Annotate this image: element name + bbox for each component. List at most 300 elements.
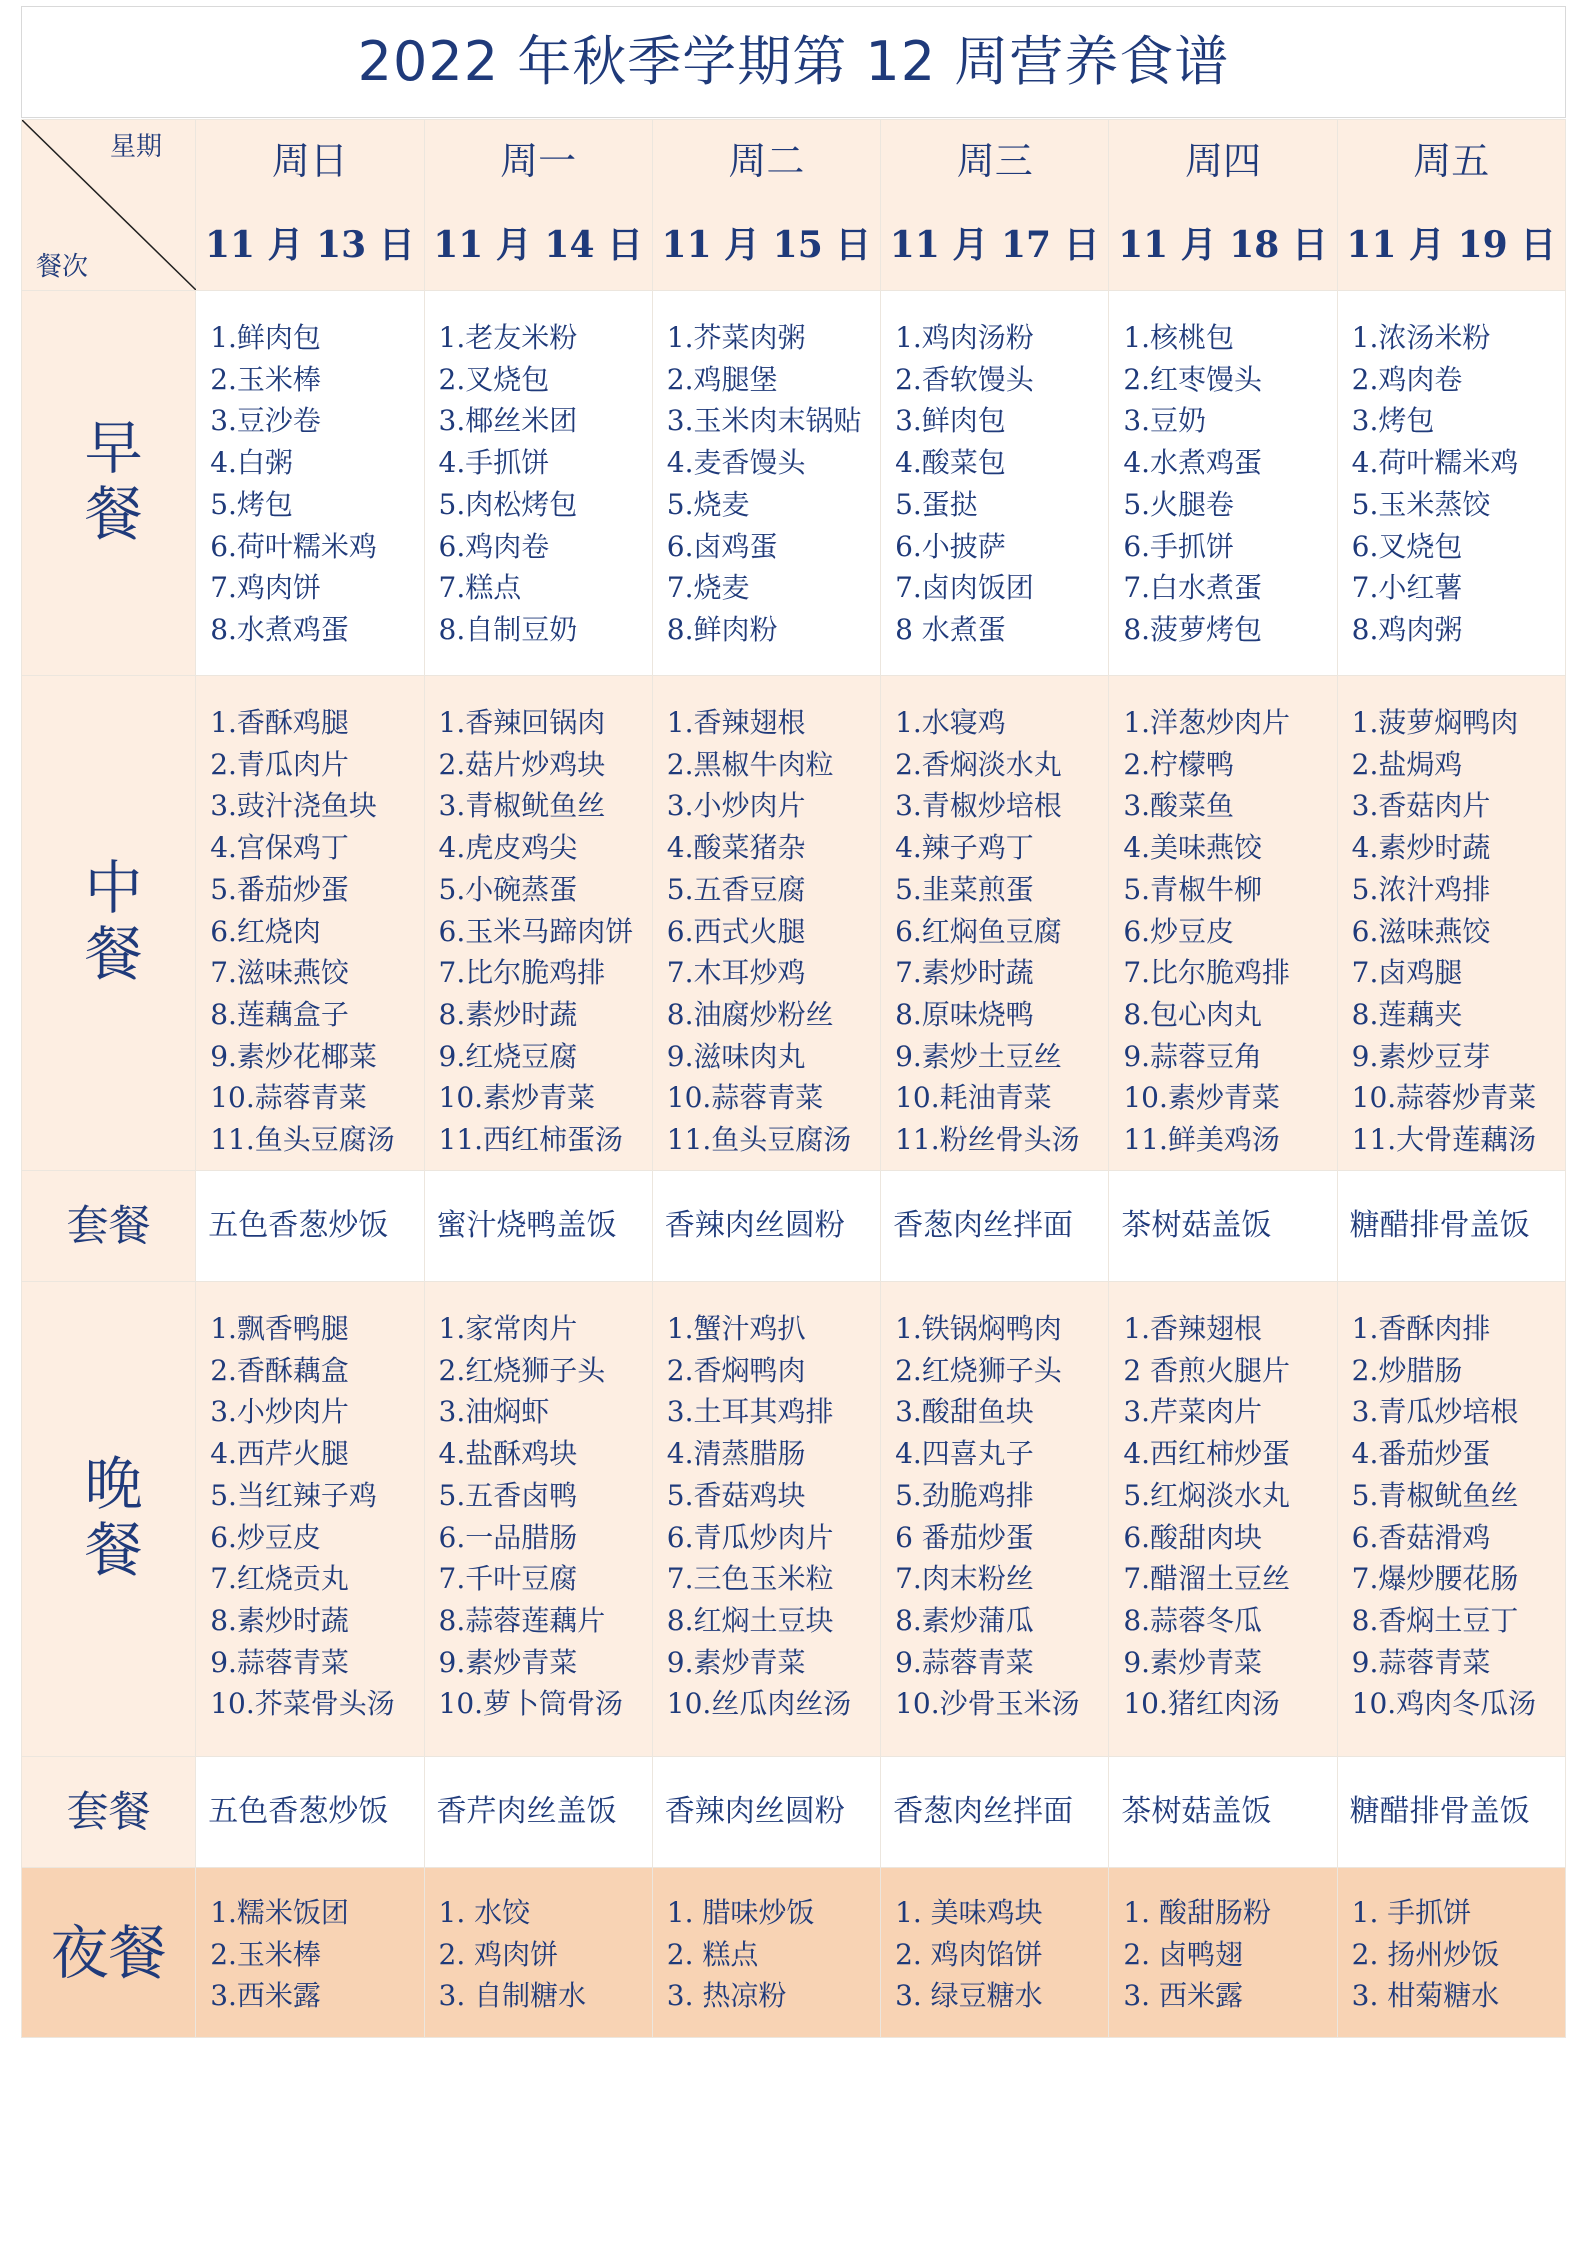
dish-item: 6.青瓜炒肉片 — [666, 1520, 834, 1554]
dish-item: 1.糯米饭团 — [210, 1896, 349, 1929]
lunch-cell-3 — [881, 676, 1109, 1171]
dish-item: 1.菠萝焖鸭肉 — [1351, 706, 1519, 739]
dish-item: 2. 卤鸭翅 — [1123, 1937, 1243, 1971]
dish-item: 3. 自制糖水 — [438, 1979, 587, 2013]
dish-item: 6.炒豆皮 — [1123, 914, 1235, 948]
dish-item: 5.青椒鱿鱼丝 — [1351, 1478, 1519, 1512]
dish-item: 3.青瓜炒培根 — [1351, 1395, 1519, 1429]
dish-item: 3.酸甜鱼块 — [895, 1395, 1034, 1429]
dish-list — [881, 676, 1108, 1161]
dish-item: 2.柠檬鸭 — [1123, 747, 1235, 781]
dish-item: 5.红焖淡水丸 — [1123, 1478, 1291, 1512]
dish-item: 1.蟹汁鸡扒 — [666, 1312, 806, 1345]
dish-item: 6.红烧肉 — [210, 914, 321, 948]
dish-item: 3.青椒鱿鱼丝 — [438, 789, 606, 823]
dish-item: 7.肉末粉丝 — [895, 1562, 1034, 1596]
corner-cell — [22, 120, 196, 291]
dish-item: 2 香煎火腿片 — [1123, 1353, 1291, 1387]
dish-item: 8.油腐炒粉丝 — [666, 997, 834, 1031]
dish-item: 1.鸡肉汤粉 — [895, 321, 1034, 354]
dish-item: 3.西米露 — [210, 1979, 321, 2013]
dish-item: 10.蒜蓉炒青菜 — [1351, 1081, 1537, 1115]
dish-item: 11.鲜美鸡汤 — [1123, 1123, 1280, 1157]
dish-item: 2.鸡腿堡 — [666, 362, 778, 396]
dish-item: 10.丝瓜肉丝汤 — [666, 1687, 852, 1721]
set-meal-item: 香辣肉丝圆粉 — [664, 1794, 845, 1829]
dish-list — [425, 1868, 652, 2017]
set_dinner-cell-5 — [1337, 1757, 1565, 1868]
dish-item: 8.莲藕盒子 — [210, 997, 349, 1031]
dish-item: 3.青椒炒培根 — [895, 789, 1062, 823]
dish-item: 1.水寝鸡 — [895, 706, 1006, 739]
dish-item: 1.鲜肉包 — [210, 321, 321, 354]
dinner-row — [22, 1282, 1566, 1757]
dish-item: 6.一品腊肠 — [438, 1520, 578, 1554]
dish-item: 2. 扬州炒饭 — [1351, 1937, 1500, 1971]
dish-item: 8.原味烧鸭 — [895, 997, 1034, 1031]
set_lunch-cell-2 — [652, 1171, 880, 1282]
dish-item: 6.叉烧包 — [1351, 529, 1463, 563]
dish-item: 4.素炒时蔬 — [1351, 831, 1491, 865]
dish-item: 2.炒腊肠 — [1351, 1353, 1463, 1387]
dish-item: 7.醋溜土豆丝 — [1123, 1562, 1291, 1596]
set_dinner-cell-2 — [652, 1757, 880, 1868]
dish-item: 7.小红薯 — [1351, 571, 1463, 605]
dinner-cell-5 — [1337, 1282, 1565, 1757]
dish-item: 4.美味燕饺 — [1123, 831, 1263, 865]
dish-item: 3.椰丝米团 — [438, 404, 578, 438]
dish-item: 2.红烧狮子头 — [438, 1353, 606, 1387]
menu-table — [21, 119, 1566, 2038]
title-box — [21, 6, 1566, 118]
set_dinner-label: 套餐 — [66, 1787, 151, 1836]
dish-item: 6.小披萨 — [895, 529, 1006, 563]
dish-item: 3. 绿豆糖水 — [895, 1979, 1043, 2013]
dish-item: 10.沙骨玉米汤 — [895, 1687, 1080, 1721]
dish-item: 5.劲脆鸡排 — [895, 1478, 1034, 1512]
lunch-cell-2 — [652, 676, 880, 1171]
dish-item: 9.红烧豆腐 — [438, 1039, 578, 1073]
dish-item: 4.西红柿炒蛋 — [1123, 1437, 1291, 1471]
dish-item: 9.素炒青菜 — [1123, 1645, 1263, 1679]
dish-item: 6 番茄炒蛋 — [895, 1520, 1034, 1554]
dish-list — [653, 1868, 880, 2017]
set-meal-item: 香芹肉丝盖饭 — [436, 1794, 617, 1829]
dish-list — [196, 1282, 423, 1725]
dish-item: 2.玉米棒 — [210, 1937, 321, 1971]
dish-item: 1.香辣翅根 — [1123, 1312, 1263, 1345]
breakfast-cell-1 — [424, 291, 652, 676]
day-date: 11 月 18 日 — [1118, 224, 1328, 266]
dish-item: 8 水煮蛋 — [895, 612, 1006, 646]
dish-item: 2.叉烧包 — [438, 362, 550, 396]
dish-item: 5.烧麦 — [666, 487, 750, 521]
day-header-0 — [196, 120, 424, 291]
dish-item: 2.鸡肉卷 — [1351, 362, 1463, 396]
dish-item: 5.烤包 — [210, 487, 293, 521]
day-date: 11 月 13 日 — [204, 224, 415, 266]
dish-list — [881, 1282, 1108, 1725]
dish-list — [1338, 676, 1565, 1161]
day-name: 周二 — [728, 139, 805, 183]
day-name: 周五 — [1413, 139, 1490, 183]
set-meal-item: 香葱肉丝拌面 — [893, 1208, 1074, 1243]
dish-item: 8.蒜蓉莲藕片 — [438, 1603, 606, 1637]
dish-item: 7.爆炒腰花肠 — [1351, 1562, 1519, 1596]
dish-item: 11.大骨莲藕汤 — [1351, 1123, 1537, 1157]
dish-item: 10.素炒青菜 — [438, 1081, 596, 1115]
dish-item: 2.香焖鸭肉 — [666, 1353, 806, 1387]
dish-item: 1.家常肉片 — [438, 1312, 578, 1345]
dish-item: 5.蛋挞 — [895, 487, 978, 521]
dish-list — [653, 291, 880, 651]
set_dinner-cell-4 — [1109, 1757, 1337, 1868]
night-row — [22, 1868, 1566, 2038]
dish-item: 8.莲藕夹 — [1351, 997, 1463, 1031]
dish-item: 8.鲜肉粉 — [666, 612, 778, 646]
dish-item: 6.鸡肉卷 — [438, 529, 550, 563]
dish-item: 1.洋葱炒肉片 — [1123, 706, 1291, 739]
dish-item: 4.四喜丸子 — [895, 1437, 1034, 1471]
dish-item: 5.五香卤鸭 — [438, 1478, 578, 1512]
dish-item: 3.土耳其鸡排 — [666, 1395, 834, 1429]
dish-item: 5.五香豆腐 — [666, 872, 806, 906]
set_dinner-cell-1 — [424, 1757, 652, 1868]
breakfast-cell-3 — [881, 291, 1109, 676]
dinner-cell-3 — [881, 1282, 1109, 1757]
dish-item: 3.小炒肉片 — [210, 1395, 349, 1429]
set_lunch-cell-3 — [881, 1171, 1109, 1282]
day-name: 周四 — [1184, 139, 1261, 183]
set-meal-item: 五色香葱炒饭 — [208, 1208, 389, 1243]
dish-item: 6.卤鸡蛋 — [666, 529, 778, 563]
set-meal-item: 五色香葱炒饭 — [208, 1794, 389, 1829]
week-label: 星期 — [110, 132, 163, 162]
dish-list — [1109, 1868, 1336, 2017]
set-meal-item: 茶树菇盖饭 — [1121, 1208, 1272, 1243]
dish-item: 4.白粥 — [210, 446, 293, 480]
night-label: 夜餐 — [50, 1918, 167, 1987]
set-meal-item: 茶树菇盖饭 — [1121, 1794, 1272, 1829]
dish-item: 7.糕点 — [438, 571, 522, 605]
dish-item: 7.白水煮蛋 — [1123, 571, 1263, 605]
dish-item: 2.香软馒头 — [895, 362, 1034, 396]
set-meal-item: 糖醋排骨盖饭 — [1349, 1794, 1530, 1829]
dish-item: 2. 糕点 — [666, 1937, 759, 1971]
dish-item: 1.飘香鸭腿 — [210, 1312, 349, 1345]
set_dinner-cell-3 — [881, 1757, 1109, 1868]
day-header-4 — [1109, 120, 1337, 291]
day-header-3 — [881, 120, 1109, 291]
meal-label: 餐次 — [36, 252, 89, 282]
dish-item: 1.香酥鸡腿 — [210, 706, 349, 739]
dish-item: 4.番茄炒蛋 — [1351, 1437, 1491, 1471]
dish-list — [1109, 676, 1336, 1161]
dish-item: 2.青瓜肉片 — [210, 747, 349, 781]
dish-item: 9.蒜蓉青菜 — [1351, 1645, 1491, 1679]
set_dinner-label-cell — [22, 1757, 196, 1868]
dish-item: 1.香辣翅根 — [666, 706, 806, 739]
dish-list — [196, 291, 423, 651]
night-label-cell — [22, 1868, 196, 2038]
dish-item: 9.滋味肉丸 — [666, 1039, 806, 1073]
set_lunch-label-cell — [22, 1171, 196, 1282]
dish-item: 2.香酥藕盒 — [210, 1353, 349, 1387]
dish-item: 4.虎皮鸡尖 — [438, 831, 578, 865]
dish-item: 6.荷叶糯米鸡 — [210, 529, 377, 563]
dish-item: 5.肉松烤包 — [438, 487, 578, 521]
night-cell-2 — [652, 1868, 880, 2038]
dish-item: 6.西式火腿 — [666, 914, 806, 948]
dish-item: 7.木耳炒鸡 — [666, 956, 806, 990]
day-header-2 — [652, 120, 880, 291]
dish-item: 6.炒豆皮 — [210, 1520, 321, 1554]
dish-item: 6.玉米马蹄肉饼 — [438, 914, 634, 948]
dish-list — [881, 1868, 1108, 2017]
night-cell-3 — [881, 1868, 1109, 2038]
dish-item: 1.香酥肉排 — [1351, 1312, 1491, 1345]
set-meal-item: 蜜汁烧鸭盖饭 — [436, 1208, 617, 1243]
dish-list — [196, 1868, 423, 2017]
dish-list — [1338, 1868, 1565, 2017]
dish-item: 2. 鸡肉饼 — [438, 1937, 559, 1971]
dinner-cell-4 — [1109, 1282, 1337, 1757]
day-date: 11 月 19 日 — [1346, 224, 1557, 266]
dish-item: 3.玉米肉末锅贴 — [666, 404, 862, 438]
dinner-label: 晚餐 — [74, 1453, 143, 1585]
dish-item: 4.手抓饼 — [438, 446, 550, 480]
dish-item: 8.包心肉丸 — [1123, 997, 1263, 1031]
dish-item: 9.素炒花椰菜 — [210, 1039, 377, 1073]
dish-item: 7.千叶豆腐 — [438, 1562, 578, 1596]
dish-item: 1.浓汤米粉 — [1351, 321, 1491, 354]
lunch-cell-1 — [424, 676, 652, 1171]
dish-item: 9.素炒豆芽 — [1351, 1039, 1491, 1073]
dish-list — [1109, 1282, 1336, 1725]
dish-item: 11.西红柿蛋汤 — [438, 1123, 624, 1157]
dish-item: 10.耗油青菜 — [895, 1081, 1052, 1115]
dish-item: 9.素炒青菜 — [666, 1645, 806, 1679]
dish-list — [1109, 291, 1336, 651]
dish-item: 6.红焖鱼豆腐 — [895, 914, 1062, 948]
dinner-cell-1 — [424, 1282, 652, 1757]
dish-item: 4.宫保鸡丁 — [210, 831, 349, 865]
lunch-label: 中餐 — [74, 857, 143, 989]
dish-item: 1.芥菜肉粥 — [666, 321, 806, 354]
dish-item: 3.豆奶 — [1123, 404, 1207, 438]
header-row — [22, 120, 1566, 291]
dish-item: 3. 热凉粉 — [666, 1979, 787, 2013]
dish-item: 3.香菇肉片 — [1351, 789, 1491, 823]
day-header-5 — [1337, 120, 1565, 291]
dish-item: 2.菇片炒鸡块 — [438, 747, 606, 781]
dish-item: 3.小炒肉片 — [666, 789, 806, 823]
lunch-cell-5 — [1337, 676, 1565, 1171]
dish-item: 4.荷叶糯米鸡 — [1351, 446, 1519, 480]
lunch-cell-4 — [1109, 676, 1337, 1171]
dish-item: 11.粉丝骨头汤 — [895, 1123, 1080, 1157]
dish-item: 2.红烧狮子头 — [895, 1353, 1062, 1387]
dish-item: 2.盐焗鸡 — [1351, 747, 1463, 781]
dish-list — [425, 291, 652, 651]
dish-item: 8.素炒时蔬 — [438, 997, 578, 1031]
dish-item: 8.素炒时蔬 — [210, 1603, 349, 1637]
dish-item: 10.芥菜骨头汤 — [210, 1687, 395, 1721]
lunch-cell-0 — [196, 676, 424, 1171]
set_dinner-row — [22, 1757, 1566, 1868]
dish-item: 9.素炒土豆丝 — [895, 1039, 1062, 1073]
dish-item: 2.玉米棒 — [210, 362, 321, 396]
dish-item: 7.三色玉米粒 — [666, 1562, 834, 1596]
dish-item: 9.素炒青菜 — [438, 1645, 578, 1679]
dish-item: 7.素炒时蔬 — [895, 956, 1034, 990]
dish-item: 9.蒜蓉豆角 — [1123, 1039, 1263, 1073]
dish-item: 4.西芹火腿 — [210, 1437, 349, 1471]
dish-item: 8.水煮鸡蛋 — [210, 612, 349, 646]
dish-item: 5.当红辣子鸡 — [210, 1478, 377, 1512]
dish-item: 4.酸菜猪杂 — [666, 831, 806, 865]
dish-item: 5.青椒牛柳 — [1123, 872, 1263, 906]
dish-item: 3.鲜肉包 — [895, 404, 1006, 438]
dish-list — [653, 1282, 880, 1725]
day-header-1 — [424, 120, 652, 291]
dish-item: 4.水煮鸡蛋 — [1123, 446, 1263, 480]
set_lunch-cell-4 — [1109, 1171, 1337, 1282]
breakfast-cell-4 — [1109, 291, 1337, 676]
dish-item: 7.比尔脆鸡排 — [1123, 956, 1291, 990]
dish-list — [1338, 1282, 1565, 1725]
dish-item: 5.火腿卷 — [1123, 487, 1235, 521]
dish-item: 7.卤肉饭团 — [895, 571, 1034, 605]
dish-item: 1.铁锅焖鸭肉 — [895, 1312, 1062, 1345]
night-cell-4 — [1109, 1868, 1337, 2038]
dish-item: 8.香焖土豆丁 — [1351, 1603, 1519, 1637]
day-date: 11 月 14 日 — [433, 224, 644, 266]
lunch-label-cell — [22, 676, 196, 1171]
dish-item: 3. 柑菊糖水 — [1351, 1979, 1500, 2013]
dish-item: 4.清蒸腊肠 — [666, 1437, 806, 1471]
dish-list — [196, 676, 423, 1161]
dish-item: 8.菠萝烤包 — [1123, 612, 1263, 646]
dish-item: 7.鸡肉饼 — [210, 571, 321, 605]
dish-list — [425, 1282, 652, 1725]
dish-item: 5.玉米蒸饺 — [1351, 487, 1491, 521]
dish-item: 3.豆沙卷 — [210, 404, 321, 438]
dish-item: 3.酸菜鱼 — [1123, 789, 1235, 823]
dish-item: 6.滋味燕饺 — [1351, 914, 1491, 948]
dinner-cell-2 — [652, 1282, 880, 1757]
dish-item: 4.辣子鸡丁 — [895, 831, 1034, 865]
dish-item: 7.卤鸡腿 — [1351, 956, 1463, 990]
dish-item: 3.豉汁浇鱼块 — [210, 789, 377, 823]
dish-item: 7.滋味燕饺 — [210, 956, 349, 990]
dish-item: 5.香菇鸡块 — [666, 1478, 806, 1512]
breakfast-cell-5 — [1337, 291, 1565, 676]
dish-item: 1. 水饺 — [438, 1896, 531, 1929]
dish-item: 11.鱼头豆腐汤 — [666, 1123, 852, 1157]
dish-item: 5.浓汁鸡排 — [1351, 872, 1491, 906]
dish-list — [1338, 291, 1565, 651]
day-date: 11 月 17 日 — [889, 224, 1100, 266]
dinner-cell-0 — [196, 1282, 424, 1757]
dish-item: 7.烧麦 — [666, 571, 750, 605]
dish-item: 10.蒜蓉青菜 — [210, 1081, 367, 1115]
dish-list — [881, 291, 1108, 651]
dish-item: 11.鱼头豆腐汤 — [210, 1123, 395, 1157]
page-title: 2022 年秋季学期第 12 周营养食谱 — [357, 30, 1230, 93]
set_lunch-cell-1 — [424, 1171, 652, 1282]
dish-item: 9.蒜蓉青菜 — [210, 1645, 349, 1679]
breakfast-label-cell — [22, 291, 196, 676]
set-meal-item: 香葱肉丝拌面 — [893, 1794, 1074, 1829]
dinner-label-cell — [22, 1282, 196, 1757]
dish-item: 10.素炒青菜 — [1123, 1081, 1280, 1115]
night-cell-0 — [196, 1868, 424, 2038]
dish-item: 8.蒜蓉冬瓜 — [1123, 1603, 1263, 1637]
dish-item: 8.红焖土豆块 — [666, 1603, 834, 1637]
dish-item: 1. 酸甜肠粉 — [1123, 1896, 1271, 1929]
night-cell-5 — [1337, 1868, 1565, 2038]
day-name: 周一 — [500, 139, 577, 183]
breakfast-label: 早餐 — [74, 417, 143, 549]
set-meal-item: 糖醋排骨盖饭 — [1349, 1208, 1530, 1243]
dish-item: 2.红枣馒头 — [1123, 362, 1263, 396]
dish-item: 3.烤包 — [1351, 404, 1435, 438]
dish-item: 2.香焖淡水丸 — [895, 747, 1062, 781]
lunch-row — [22, 676, 1566, 1171]
dish-item: 10.鸡肉冬瓜汤 — [1351, 1687, 1537, 1721]
day-name: 周三 — [956, 139, 1033, 183]
night-cell-1 — [424, 1868, 652, 2038]
breakfast-row — [22, 291, 1566, 676]
set-meal-item: 香辣肉丝圆粉 — [664, 1208, 845, 1243]
set_lunch-cell-5 — [1337, 1171, 1565, 1282]
day-date: 11 月 15 日 — [661, 224, 872, 266]
set_lunch-row — [22, 1171, 1566, 1282]
dish-item: 3.油焖虾 — [438, 1395, 550, 1429]
dish-item: 5.韭菜煎蛋 — [895, 872, 1034, 906]
dish-item: 4.麦香馒头 — [666, 446, 806, 480]
set_dinner-cell-0 — [196, 1757, 424, 1868]
dish-item: 1.核桃包 — [1123, 321, 1235, 354]
dish-item: 7.红烧贡丸 — [210, 1562, 349, 1596]
dish-item: 3.芹菜肉片 — [1123, 1395, 1263, 1429]
breakfast-cell-2 — [652, 291, 880, 676]
dish-item: 7.比尔脆鸡排 — [438, 956, 606, 990]
dish-item: 6.酸甜肉块 — [1123, 1520, 1263, 1554]
dish-item: 8.自制豆奶 — [438, 612, 578, 646]
dish-item: 1. 腊味炒饭 — [666, 1896, 815, 1929]
dish-item: 2. 鸡肉馅饼 — [895, 1937, 1043, 1971]
dish-list — [653, 676, 880, 1161]
dish-item: 3. 西米露 — [1123, 1979, 1243, 2013]
dish-item: 6.香菇滑鸡 — [1351, 1520, 1491, 1554]
dish-item: 10.蒜蓉青菜 — [666, 1081, 824, 1115]
dish-item: 8.鸡肉粥 — [1351, 612, 1463, 646]
dish-item: 10.猪红肉汤 — [1123, 1687, 1280, 1721]
dish-list — [425, 676, 652, 1161]
dish-item: 2.黑椒牛肉粒 — [666, 747, 834, 781]
dish-item: 5.小碗蒸蛋 — [438, 872, 578, 906]
day-name: 周日 — [271, 139, 348, 183]
dish-item: 10.萝卜筒骨汤 — [438, 1687, 624, 1721]
dish-item: 5.番茄炒蛋 — [210, 872, 349, 906]
dish-item: 4.酸菜包 — [895, 446, 1006, 480]
set_lunch-label: 套餐 — [66, 1201, 151, 1250]
dish-item: 8.素炒蒲瓜 — [895, 1603, 1034, 1637]
set_lunch-cell-0 — [196, 1171, 424, 1282]
dish-item: 6.手抓饼 — [1123, 529, 1235, 563]
